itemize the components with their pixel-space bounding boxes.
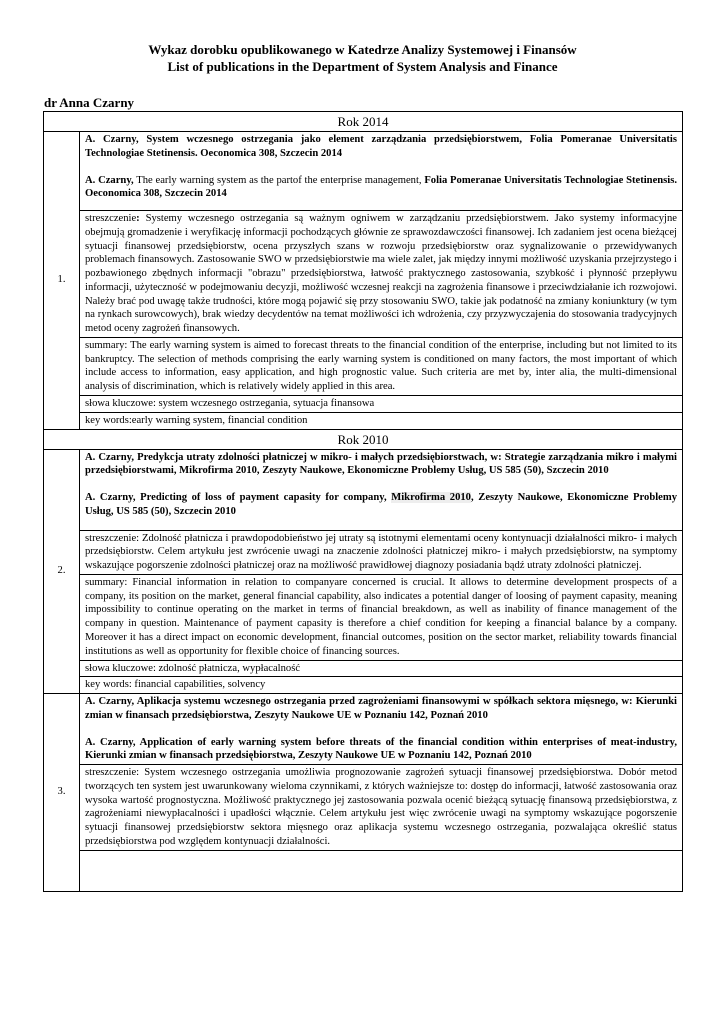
keywords-english: key words:early warning system, financial condition: [80, 412, 683, 429]
keywords-pl-row: [44, 660, 683, 677]
abstract-row: [44, 530, 683, 574]
keywords-polish: słowa kluczowe: system wczesnego ostrzegania, sytuacja finansowa: [80, 396, 683, 413]
year-header-row: [44, 112, 683, 132]
title-english: [85, 491, 677, 519]
document-title: [0, 41, 725, 75]
title-english-text: The early warning system as the partof the enterprise management,: [133, 174, 425, 186]
entry-number: 3.: [44, 694, 80, 892]
keywords-polish: słowa kluczowe: zdolność płatnicza, wypłacalność: [80, 660, 683, 677]
summary-row: [44, 337, 683, 395]
title-english-source: Folia Pomeranae Universitatis Technologiae Stetinensis. Oeconomica 308, Szczecin 2014: [85, 174, 678, 200]
title-english-author: A. Czarny,: [85, 174, 134, 186]
entry-title-row: [44, 694, 683, 765]
summary-row: [44, 574, 683, 660]
title-english-author: A. Czarny, Predicting of loss of payment capasity for company,: [85, 492, 392, 504]
title-english-source: , Zeszyty Naukowe, Ekonomiczne Problemy Usług, US 585 (50), Szczecin 2010: [85, 492, 677, 517]
author-name: dr Anna Czarny: [44, 95, 135, 110]
year-heading: Rok 2010: [44, 429, 683, 449]
abstract-label: streszczenie: [85, 213, 137, 225]
abstract-polish: streszczenie: Zdolność płatnicza i prawdopodobieństwo jej utraty są istotnymi elementami oceny kontynuacji działalności mikro- i małych przedsiębiorstw. Celem artykułu jest zwrócenie uwagi na znaczenie zdolności płatniczej mikro- i małych przedsiębiorstw, na symptomy wskazujące pogorszenie zdolności płatniczej oraz na możliwość prawidłowej diagnozy posiadania bądź utraty zdolności płatniczej.: [80, 530, 683, 574]
empty-cell: [80, 850, 683, 891]
title-english-highlight: Mikrofirma 2010: [391, 492, 471, 504]
title-polish: A. Czarny, Aplikacja systemu wczesnego ostrzegania przed zagrożeniami finansowymi w spółkach sektora mięsnego, w: Kierunki zmian w finansach przedsiębiorstwa, Zeszyty Naukowe UE w Poznaniu 142, Poznań 2010: [85, 696, 677, 721]
keywords-en-row: [44, 412, 683, 429]
keywords-en-row: [44, 677, 683, 694]
title-english: [85, 174, 677, 202]
title-english: A. Czarny, Application of early warning system before threats of the financial condition within enterprises of meat-industry, Kierunki zmian w finansach przedsiębiorstwa, Zeszyty Naukowe UE w Poznaniu 142, Poznań 2010: [85, 736, 677, 762]
abstract-row: [44, 765, 683, 851]
abstract-text: Systemy wczesnego ostrzegania są ważnym ogniwem w zarządzaniu przedsiębiorstwem. Jako systemy informacyjne obejmują gromadzenie i weryfikację informacji pochodzących głównie ze sprawozdawczości finansowej. Ich zadaniem jest ocena bieżącej sytuacji finansowej przedsiębiorstw, ocena przyszłych szans w rozwoju przedsiębiorstw oraz sygnalizowanie o przewidywanych problemach finansowych. Zastosowanie SWO w przedsiębiorstwie ma wiele zalet, jak między innymi możliwość uzyskania przejrzystego i pozbawionego zbędnych informacji "obrazu" przedsiębiorstwa, łatwość praktycznego zastosowania, szybkość i płynność przepływu informacji, użyteczność w podejmowaniu decyzji, możliwość wczesnej reakcji na zagrożenia finansowe i przeciwdziałanie ich rozwojowi. Należy brać pod uwagę także trudności, które mogą pojawić się przy stosowaniu SWO, takie jak podatność na zmiany koniunktury (w tym na rynkach surowcowych), brak wiedzy decydentów na temat możliwości ich wdrożenia, czy przyzwyczajenia do stosowania tradycyjnych metod oceny zagrożeń finansowych.: [85, 213, 677, 335]
keywords-english: key words: financial capabilities, solvency: [80, 677, 683, 694]
publications-table: [43, 111, 683, 892]
empty-row: [44, 850, 683, 891]
abstract-polish: streszczenie: System wczesnego ostrzegania umożliwia prognozowanie zagrożeń sytuacji finansowej przedsiębiorstwa. Dobór metod tworzących ten system jest uwarunkowany wieloma czynnikami, z których ważniejsze to: dostęp do informacji, łatwość zastosowania oraz wysoka wartość prognostyczna. Możliwość praktycznego jej zastosowania pozwala ocenić bieżącą sytuację finansową przedsiębiorstwa, z zagrożeniami niewypłacalności i upadłości włącznie. Celem artykułu jest więc zwrócenie uwagi na symptomy wskazujące pogorszenie sytuacji finansowej przedsiębiorstw sektora mięsnego oraz aplikacja systemu wczesnego ostrzegania, pozwalająca określić status przedsiębiorstwa pod względem kontynuacji działalności.: [80, 765, 683, 851]
summary-english: summary: The early warning system is aimed to forecast threats to the financial condition of the enterprise, including but not limited to its bankruptcy. The selection of methods comprising the early warning system is conditioned on many factors, the most important of which include access to information, easy application, and high prognostic value. Such criteria are met by, inter alia, the multi-dimensional analysis of discrimination, which is relatively widely applied in this area.: [80, 337, 683, 395]
entry-titles: [80, 449, 683, 530]
abstract-polish: streszczenie: Systemy wczesnego ostrzegania są ważnym ogniwem w zarządzaniu przedsiębiorstwem. Jako systemy informacyjne obejmują gromadzenie i weryfikację informacji pochodzących głównie ze sprawozdawczości finansowej. Ich zadaniem jest ocena bieżącej sytuacji finansowej przedsiębiorstw, ocena przyszłych szans w rozwoju przedsiębiorstw oraz sygnalizowanie o przewidywanych problemach finansowych. Zastosowanie SWO w przedsiębiorstwie ma wiele zalet, jak między innymi możliwość uzyskania przejrzystego i pozbawionego zbędnych informacji "obrazu" przedsiębiorstwa, łatwość praktycznego zastosowania, szybkość i płynność przepływu informacji, użyteczność w podejmowaniu decyzji, możliwość wczesnej reakcji na zagrożenia finansowe i przeciwdziałanie ich rozwojowi. Należy brać pod uwagę także trudności, które mogą pojawić się przy stosowaniu SWO, takie jak podatność na zmiany koniunktury (w tym na rynkach surowcowych), brak wiedzy decydentów na temat możliwości ich wdrożenia, czy przyzwyczajenia do stosowania tradycyjnych metod oceny zagrożeń finansowych.: [80, 211, 683, 338]
entry-number: 1.: [44, 132, 80, 430]
summary-english: summary: Financial information in relation to companyare concerned is crucial. It allows to determine development prospects of a company, its position on the market, general financial capability, also indicates a potential danger of loosing of payment capasity, meaning impossibility to continue operating on the market in terms of financial breakdown, as well as inability of finance management of the company in question. Maintenance of payment capasity is therefore a chief condition for keeping a financial balance by a company. Moreover it has a direct impact on economic development, financial outcomes, position on the sector market, reliability towards financial institutions as well as opportunity for flexible choice of financing sources.: [80, 574, 683, 660]
title-polish: A. Czarny, Predykcja utraty zdolności płatniczej w mikro- i małych przedsiębiorstwach, w: Strategie zarządzania mikro i małymi przedsiębiorstwami, Mikrofirma 2010, Zeszyty Naukowe, Ekonomiczne Problemy Usług, US 585 (50), Szczecin 2010: [85, 451, 677, 477]
year-header-row: [44, 429, 683, 449]
entry-titles: [80, 694, 683, 765]
entry-title-row: [44, 449, 683, 530]
year-heading: Rok 2014: [44, 112, 683, 132]
title-line-english: List of publications in the Department of System Analysis and Finance: [167, 59, 558, 74]
entry-titles: [80, 132, 683, 211]
title-line-polish: Wykaz dorobku opublikowanego w Katedrze Analizy Systemowej i Finansów: [148, 42, 577, 57]
abstract-row: [44, 211, 683, 338]
entry-title-row: [44, 132, 683, 211]
title-polish: A. Czarny, System wczesnego ostrzegania jako element zarządzania przedsiębiorstwem, Folia Pomeranae Universitatis Technologiae Stetinensis. Oeconomica 308, Szczecin 2014: [85, 134, 677, 159]
keywords-pl-row: [44, 396, 683, 413]
entry-number: 2.: [44, 449, 80, 693]
